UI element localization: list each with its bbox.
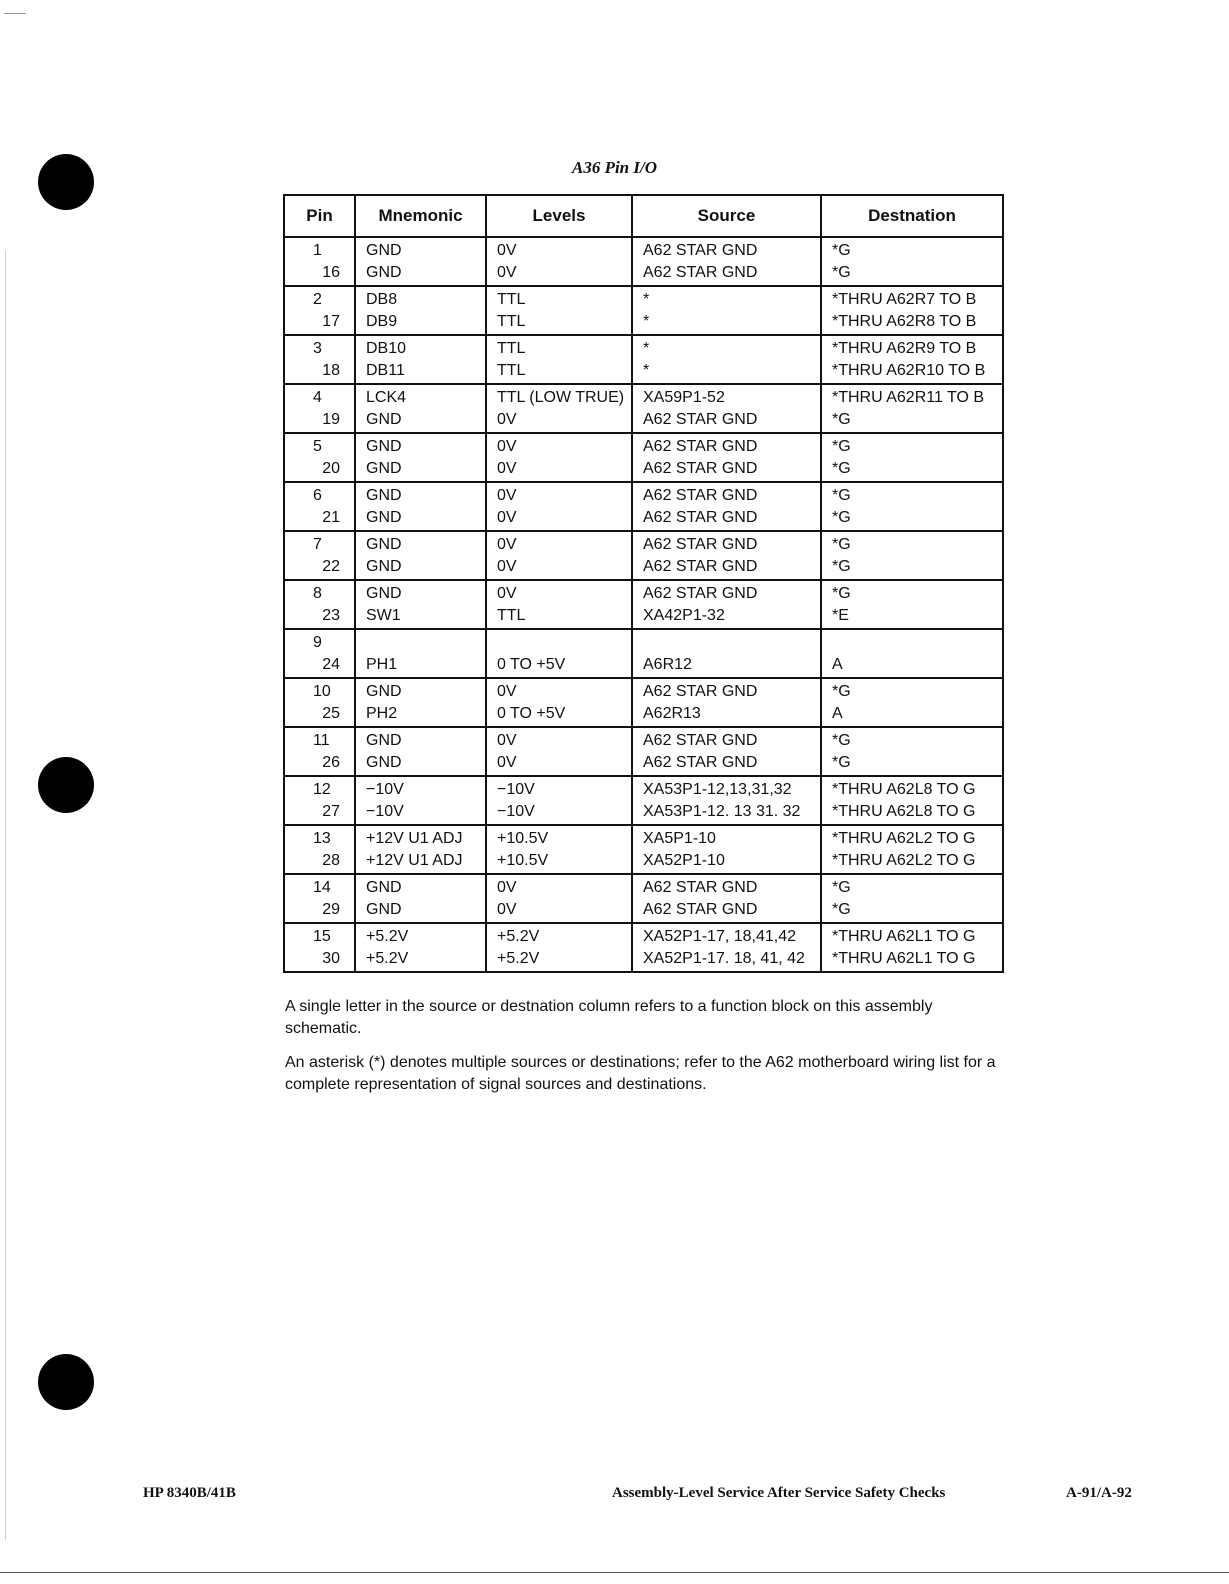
source-line: A62 STAR GND [643, 754, 758, 771]
destination-line: *G [832, 683, 851, 700]
destination-cell [821, 237, 1003, 286]
pin-line: 23 [322, 607, 340, 624]
destination-line: *THRU A62R10 TO B [832, 362, 986, 379]
levels-line: TTL [497, 291, 526, 308]
table-row [284, 531, 1003, 580]
levels-line: 0V [497, 732, 517, 749]
source-cell [632, 776, 821, 825]
source-line: A62 STAR GND [643, 460, 758, 477]
levels-cell [486, 286, 632, 335]
pin-line: 6 [313, 487, 322, 504]
mnemonic-line: GND [366, 754, 402, 771]
levels-cell [486, 237, 632, 286]
binder-hole-middle [38, 757, 94, 813]
destination-line: *THRU A62R11 TO B [832, 389, 985, 406]
destination-line: *G [832, 264, 851, 281]
levels-line: 0V [497, 879, 517, 896]
pin-line: 21 [322, 509, 340, 526]
mnemonic-cell [355, 776, 486, 825]
mnemonic-line: +5.2V [366, 928, 409, 945]
source-line: XA53P1-12. 13 31. 32 [643, 803, 801, 820]
pin-line: 5 [313, 438, 322, 455]
levels-line: +5.2V [497, 950, 540, 967]
mnemonic-cell [355, 727, 486, 776]
destination-cell [821, 678, 1003, 727]
pin-cell [284, 874, 355, 923]
pin-cell [284, 776, 355, 825]
levels-line: +5.2V [497, 928, 540, 945]
pin-cell [284, 580, 355, 629]
pin-line: 17 [322, 313, 340, 330]
destination-line: *THRU A62L1 TO G [832, 950, 976, 967]
destination-line: *G [832, 242, 851, 259]
mnemonic-line: DB10 [366, 340, 407, 357]
mnemonic-cell [355, 531, 486, 580]
footer-section-title: Assembly-Level Service After Service Safety Checks [612, 1485, 946, 1501]
note-single-letter: A single letter in the source or destnation column refers to a function block on this assembly schematic. [285, 998, 933, 1037]
levels-line: TTL [497, 362, 526, 379]
pin-line: 28 [322, 852, 340, 869]
destination-line: *G [832, 585, 851, 602]
destination-line: *THRU A62L2 TO G [832, 830, 976, 847]
pin-line: 15 [313, 928, 331, 945]
table-body [284, 237, 1003, 972]
mnemonic-line: GND [366, 264, 402, 281]
source-line: A6R12 [643, 656, 692, 673]
table-row [284, 237, 1003, 286]
destination-line: *G [832, 901, 851, 918]
source-line: XA52P1-17. 18, 41, 42 [643, 950, 805, 967]
mnemonic-cell [355, 874, 486, 923]
mnemonic-line: DB9 [366, 313, 398, 330]
mnemonic-cell [355, 384, 486, 433]
source-line: A62 STAR GND [643, 901, 758, 918]
destination-line: *G [832, 487, 851, 504]
pin-cell [284, 629, 355, 678]
destination-line: *THRU A62L8 TO G [832, 803, 976, 820]
pin-cell [284, 335, 355, 384]
levels-line: −10V [497, 781, 535, 798]
source-cell [632, 825, 821, 874]
table-row [284, 482, 1003, 531]
destination-cell [821, 776, 1003, 825]
table-row [284, 335, 1003, 384]
source-cell [632, 580, 821, 629]
levels-line: 0V [497, 901, 517, 918]
mnemonic-cell [355, 433, 486, 482]
levels-cell [486, 629, 632, 678]
pin-line: 29 [322, 901, 340, 918]
pin-line: 25 [322, 705, 340, 722]
levels-line: 0V [497, 411, 517, 428]
mnemonic-line: GND [366, 438, 402, 455]
mnemonic-line: GND [366, 558, 402, 575]
source-line: XA59P1-52 [643, 389, 725, 406]
destination-cell [821, 580, 1003, 629]
mnemonic-line: GND [366, 879, 402, 896]
mnemonic-line: PH1 [366, 656, 398, 673]
mnemonic-cell [355, 678, 486, 727]
source-line: XA5P1-10 [643, 830, 716, 847]
levels-line: 0 TO +5V [497, 656, 566, 673]
table-row [284, 923, 1003, 972]
levels-line: 0V [497, 264, 517, 281]
header-mnemonic: Mnemonic [355, 195, 486, 237]
pin-line: 4 [313, 389, 322, 406]
mnemonic-cell [355, 825, 486, 874]
mnemonic-line: +12V U1 ADJ [366, 830, 463, 847]
source-line: A62 STAR GND [643, 264, 758, 281]
source-cell [632, 237, 821, 286]
mnemonic-cell [355, 923, 486, 972]
pin-line: 8 [313, 585, 322, 602]
table-header-row [284, 195, 1003, 237]
pin-io-table [283, 194, 1004, 973]
levels-cell [486, 482, 632, 531]
mnemonic-line: GND [366, 536, 402, 553]
destination-line: *G [832, 536, 851, 553]
page-edge-line [5, 250, 6, 1540]
levels-cell [486, 776, 632, 825]
pin-line: 26 [322, 754, 340, 771]
levels-line: 0V [497, 487, 517, 504]
destination-cell [821, 825, 1003, 874]
levels-cell [486, 335, 632, 384]
levels-line: 0 TO +5V [497, 705, 566, 722]
levels-line: 0V [497, 438, 517, 455]
mnemonic-cell [355, 580, 486, 629]
mnemonic-line: +5.2V [366, 950, 409, 967]
mnemonic-line: GND [366, 901, 402, 918]
source-cell [632, 923, 821, 972]
mnemonic-line [366, 632, 485, 654]
source-line: A62 STAR GND [643, 242, 758, 259]
mnemonic-line: GND [366, 460, 402, 477]
destination-cell [821, 923, 1003, 972]
source-cell [632, 286, 821, 335]
pin-line: 24 [322, 656, 340, 673]
pin-cell [284, 531, 355, 580]
source-line: * [643, 362, 650, 379]
destination-cell [821, 874, 1003, 923]
pin-line: 7 [313, 536, 322, 553]
levels-cell [486, 727, 632, 776]
mnemonic-cell [355, 286, 486, 335]
pin-line: 13 [313, 830, 331, 847]
pin-line: 11 [313, 732, 330, 749]
mnemonic-line: DB8 [366, 291, 398, 308]
levels-line: 0V [497, 683, 517, 700]
binder-hole-bottom [38, 1354, 94, 1410]
destination-cell [821, 482, 1003, 531]
levels-line: 0V [497, 754, 517, 771]
pin-cell [284, 678, 355, 727]
header-pin: Pin [284, 195, 355, 237]
source-cell [632, 384, 821, 433]
source-line: A62 STAR GND [643, 585, 758, 602]
pin-line: 2 [313, 291, 322, 308]
mnemonic-line: +12V U1 ADJ [366, 852, 463, 869]
table-row [284, 629, 1003, 678]
levels-cell [486, 580, 632, 629]
destination-line: *THRU A62L1 TO G [832, 928, 976, 945]
table-row [284, 433, 1003, 482]
destination-cell [821, 286, 1003, 335]
pin-line: 19 [322, 411, 340, 428]
pin-cell [284, 482, 355, 531]
levels-cell [486, 874, 632, 923]
source-line: XA52P1-10 [643, 852, 725, 869]
pin-cell [284, 923, 355, 972]
source-line: XA52P1-17, 18,41,42 [643, 928, 797, 945]
footer-model: HP 8340B/41B [143, 1485, 236, 1501]
header-source: Source [632, 195, 821, 237]
destination-cell [821, 335, 1003, 384]
levels-line: −10V [497, 803, 535, 820]
destination-line: *THRU A62L2 TO G [832, 852, 976, 869]
table-row [284, 678, 1003, 727]
source-line: XA53P1-12,13,31,32 [643, 781, 792, 798]
levels-line: 0V [497, 536, 517, 553]
destination-line [832, 632, 1002, 654]
levels-line: TTL [497, 607, 526, 624]
source-cell [632, 335, 821, 384]
pin-cell [284, 237, 355, 286]
pin-line: 16 [322, 264, 340, 281]
destination-line: A [832, 705, 843, 722]
source-line: * [643, 313, 650, 330]
destination-cell [821, 727, 1003, 776]
table-row [284, 825, 1003, 874]
source-cell [632, 678, 821, 727]
levels-cell [486, 923, 632, 972]
levels-line [497, 632, 631, 654]
source-cell [632, 629, 821, 678]
levels-line: TTL [497, 313, 526, 330]
source-line: * [643, 291, 650, 308]
levels-line: 0V [497, 585, 517, 602]
mnemonic-cell [355, 335, 486, 384]
pin-line: 12 [313, 781, 331, 798]
levels-cell [486, 531, 632, 580]
levels-cell [486, 384, 632, 433]
pin-cell [284, 825, 355, 874]
destination-line: *E [832, 607, 849, 624]
table-caption: A36 Pin I/O [571, 158, 658, 177]
source-cell [632, 727, 821, 776]
levels-line: +10.5V [497, 852, 549, 869]
mnemonic-line: GND [366, 732, 402, 749]
table-row [284, 580, 1003, 629]
header-levels: Levels [486, 195, 632, 237]
pin-line: 9 [313, 634, 322, 651]
destination-cell [821, 433, 1003, 482]
mnemonic-line: LCK4 [366, 389, 407, 406]
scan-corner-mark [4, 13, 26, 14]
source-line: A62 STAR GND [643, 487, 758, 504]
destination-line: *THRU A62R8 TO B [832, 313, 977, 330]
source-line: A62 STAR GND [643, 438, 758, 455]
destination-line: A [832, 656, 843, 673]
source-line [643, 632, 820, 654]
levels-line: 0V [497, 558, 517, 575]
mnemonic-line: GND [366, 683, 402, 700]
source-line: XA42P1-32 [643, 607, 725, 624]
source-line: A62 STAR GND [643, 732, 758, 749]
destination-cell [821, 384, 1003, 433]
pin-cell [284, 286, 355, 335]
destination-cell [821, 629, 1003, 678]
source-line: A62 STAR GND [643, 509, 758, 526]
pin-line: 27 [322, 803, 340, 820]
destination-line: *G [832, 754, 851, 771]
pin-line: 18 [322, 362, 340, 379]
note-asterisk: An asterisk (*) denotes multiple sources or destinations; refer to the A62 motherboard wiring list for a complete representation of signal sources and destinations. [285, 1054, 996, 1093]
levels-cell [486, 678, 632, 727]
table-row [284, 874, 1003, 923]
pin-line: 14 [313, 879, 331, 896]
footer-page-number: A-91/A-92 [1066, 1485, 1132, 1501]
destination-line: *G [832, 558, 851, 575]
pin-line: 22 [322, 558, 340, 575]
mnemonic-cell [355, 482, 486, 531]
destination-line: *THRU A62L8 TO G [832, 781, 976, 798]
mnemonic-line: PH2 [366, 705, 398, 722]
destination-line: *G [832, 438, 851, 455]
destination-line: *G [832, 732, 851, 749]
levels-cell [486, 825, 632, 874]
source-cell [632, 433, 821, 482]
mnemonic-line: GND [366, 487, 402, 504]
destination-line: *G [832, 411, 851, 428]
destination-line: *THRU A62R7 TO B [832, 291, 977, 308]
source-line: A62 STAR GND [643, 411, 758, 428]
source-cell [632, 482, 821, 531]
mnemonic-cell [355, 237, 486, 286]
destination-line: *G [832, 879, 851, 896]
table-row [284, 384, 1003, 433]
mnemonic-line: −10V [366, 781, 404, 798]
mnemonic-line: GND [366, 585, 402, 602]
source-cell [632, 874, 821, 923]
table-row [284, 727, 1003, 776]
pin-line: 3 [313, 340, 322, 357]
levels-line: +10.5V [497, 830, 549, 847]
levels-line: TTL [497, 340, 526, 357]
levels-line: 0V [497, 460, 517, 477]
source-line: A62R13 [643, 705, 701, 722]
source-line: A62 STAR GND [643, 558, 758, 575]
destination-cell [821, 531, 1003, 580]
mnemonic-line: −10V [366, 803, 404, 820]
pin-line: 20 [322, 460, 340, 477]
levels-line: TTL (LOW TRUE) [497, 389, 625, 406]
mnemonic-line: GND [366, 509, 402, 526]
source-line: * [643, 340, 650, 357]
levels-line: 0V [497, 509, 517, 526]
source-line: A62 STAR GND [643, 879, 758, 896]
table-row [284, 776, 1003, 825]
pin-cell [284, 384, 355, 433]
mnemonic-line: SW1 [366, 607, 401, 624]
destination-line: *G [832, 509, 851, 526]
header-destination: Destnation [821, 195, 1003, 237]
source-line: A62 STAR GND [643, 536, 758, 553]
pin-cell [284, 433, 355, 482]
table-row [284, 286, 1003, 335]
destination-line: *G [832, 460, 851, 477]
mnemonic-cell [355, 629, 486, 678]
destination-line: *THRU A62R9 TO B [832, 340, 977, 357]
pin-cell [284, 727, 355, 776]
mnemonic-line: DB11 [366, 362, 405, 379]
source-line: A62 STAR GND [643, 683, 758, 700]
pin-line: 10 [313, 683, 331, 700]
pin-line: 1 [313, 242, 322, 259]
source-cell [632, 531, 821, 580]
mnemonic-line: GND [366, 242, 402, 259]
levels-line: 0V [497, 242, 517, 259]
levels-cell [486, 433, 632, 482]
mnemonic-line: GND [366, 411, 402, 428]
page-bottom-rule [0, 1572, 1229, 1573]
pin-line: 30 [322, 950, 340, 967]
